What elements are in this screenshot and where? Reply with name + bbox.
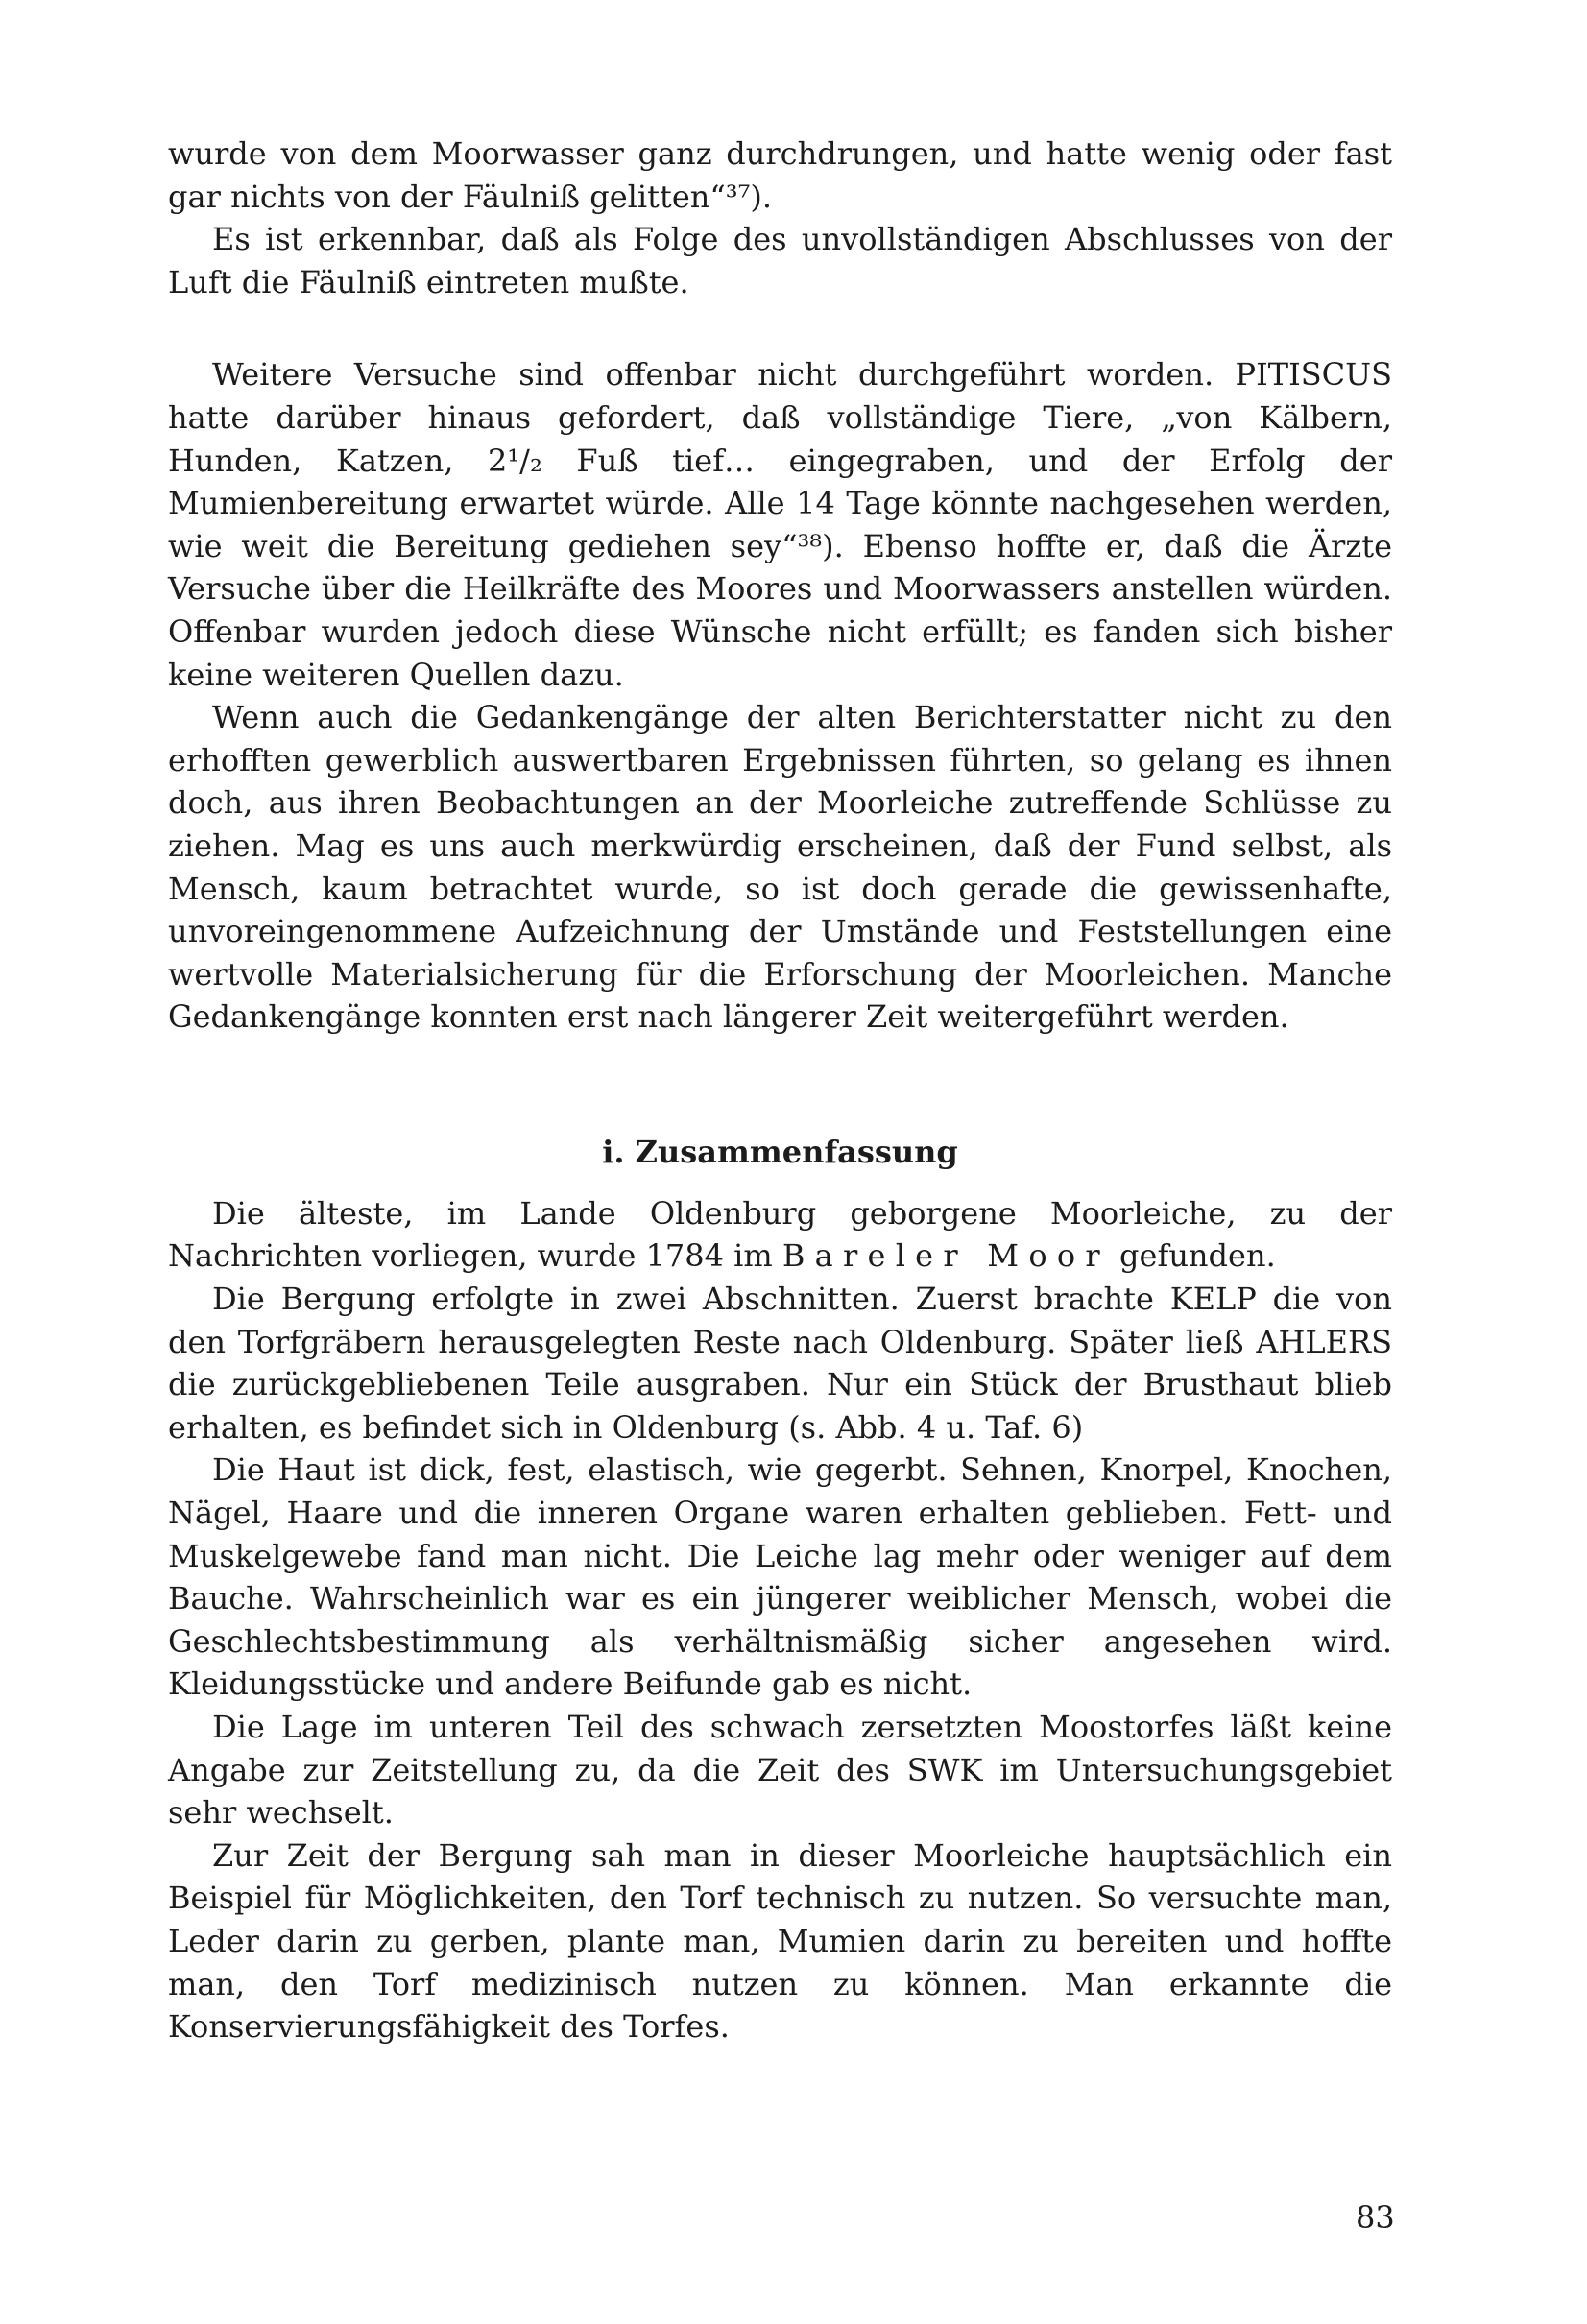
paragraph-5-end: gefunden. [1109,1237,1276,1275]
paragraph-8: Die Lage im unteren Teil des schwach zersetzten Moostorfes läßt keine Angabe zur Zeitstellung zu, da die Zeit des SWK im Untersuchungsgebiet sehr wechselt. [168,1709,1392,1832]
paragraph-3: Weitere Versuche sind offenbar nicht durchgeführt worden. PITISCUS hatte darüber hinaus gefordert, daß vollständige Tiere, „von Kälbern, Hunden, Katzen, 2¹/₂ Fuß tief… eingegraben, und der Erfolg der Mumienbereitung erwartet würde. Alle 14 Tage könnte nachgesehen werden, wie weit die Bereitung gediehen sey“³⁸). Ebenso hoffte er, daß die Ärzte Versuche über die Heilkräfte des Moores und Moorwassers anstellen würden. Offenbar wurden jedoch diese Wünsche nicht erfüllt; es fanden sich bisher keine weiteren Quellen dazu. [168,356,1392,693]
section-gap [168,1039,1392,1131]
paragraph-7: Die Haut ist dick, fest, elastisch, wie gegerbt. Sehnen, Knorpel, Knochen, Nägel, Haare und die inneren Organe waren erhalten geblieben. Fett- und Muskelgewebe fand man nicht. Die Leiche lag mehr oder weniger auf dem Bauche. Wahrscheinlich war es ein jüngerer weiblicher Mensch, wobei die Geschlechtsbestimmung als verhältnismäßig sicher angesehen wird. Kleidungsstücke und andere Beifunde gab es nicht. [168,1451,1392,1703]
paragraph-2: Es ist erkennbar, daß als Folge des unvollständigen Abschlusses von der Luft die Fäulniß eintreten mußte. [168,221,1392,300]
paragraph-4: Wenn auch die Gedankengänge der alten Berichterstatter nicht zu den erhofften gewerblich auswertbaren Ergebnissen führten, so gelang es ihnen doch, aus ihren Beobachtungen an der Moorleiche zutreffende Schlüsse zu ziehen. Mag es uns auch merkwürdig erscheinen, daß der Fund selbst, als Mensch, kaum betrachtet wurde, so ist doch gerade die gewissenhafte, unvoreingenommene Aufzeichnung der Umstände und Feststellungen eine wertvolle Materialsicherung für die Erforschung der Moorleichen. Manche Gedankengänge konnten erst nach längerer Zeit weitergeführt werden. [168,699,1392,1036]
paragraph-gap [168,303,1392,353]
paragraph-6: Die Bergung erfolgte in zwei Abschnitten. Zuerst brachte KELP die von den Torfgräbern herausgelegten Reste nach Oldenburg. Später ließ AHLERS die zurückgebliebenen Teile ausgraben. Nur ein Stück der Brusthaut blieb erhalten, es befindet sich in Oldenburg (s. Abb. 4 u. Taf. 6) [168,1281,1392,1446]
page-body [168,132,1392,2283]
page-number: 83 [1356,2199,1395,2236]
find-location: Bareler Moor [781,1237,1110,1275]
paragraph-9: Zur Zeit der Bergung sah man in dieser Moorleiche hauptsächlich ein Beispiel für Möglichkeiten, den Torf technisch zu nutzen. So versuchte man, Leder darin zu gerben, plante man, Mumien darin zu bereiten und hoffte man, den Torf medizinisch nutzen zu können. Man erkannte die Konservierungsfähigkeit des Torfes. [168,1836,1392,2046]
paragraph-5 [168,1192,1392,1278]
section-heading: i. Zusammenfassung [602,1133,958,1170]
paragraph-1: wurde von dem Moorwasser ganz durchdrungen, und hatte wenig oder fast gar nichts von der Fäulniß gelitten“³⁷). [168,135,1392,215]
paragraph-5-start: Die älteste, im Lande Oldenburg geborgene Moorleiche, zu der Nachrichten vorliegen, wurde 1784 im [168,1194,1392,1275]
